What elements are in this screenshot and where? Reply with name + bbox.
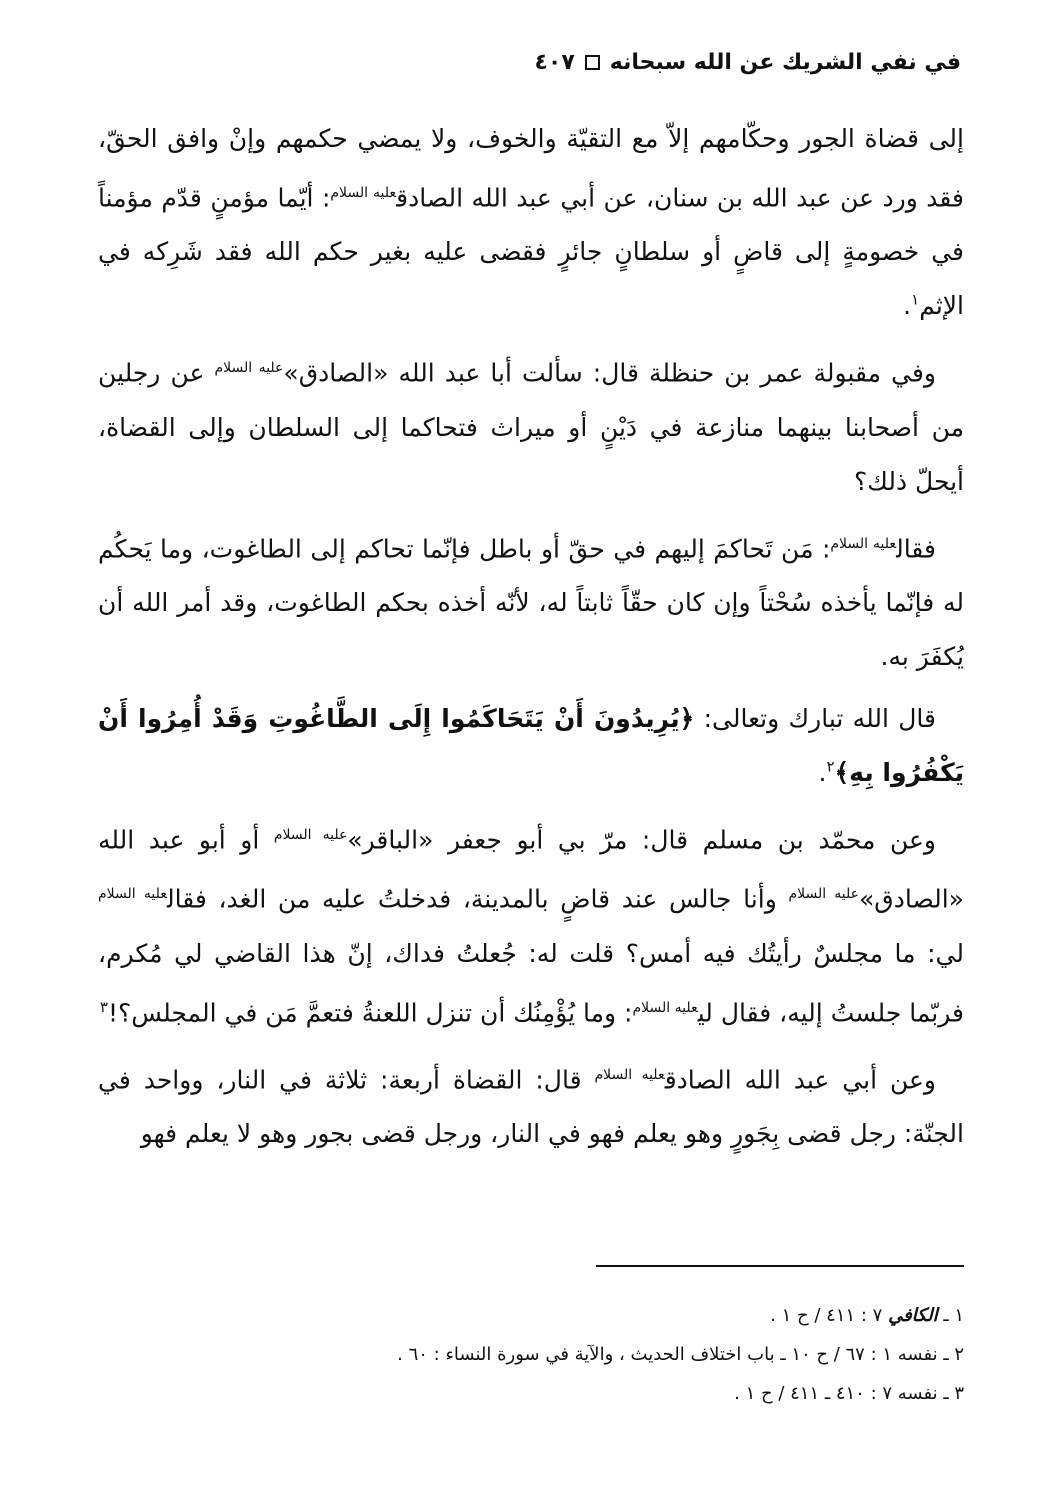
paragraph-text: وأنا جالس عند قاضٍ بالمدينة، فدخلتُ عليه من الغد، فقال — [166, 884, 789, 914]
paragraph-3 — [98, 517, 964, 684]
paragraph-text: : وما يُؤْمِنُك أن تنزل اللعنةُ فتعمَّ مَن في المجلس؟! — [107, 997, 633, 1027]
footnote-text: نفسه ٧ : ٤١٠ ـ ٤١١ / ح ١ . — [734, 1383, 938, 1404]
page-number: ٤٠٧ — [534, 49, 575, 75]
main-text — [98, 112, 964, 1169]
header-separator-box — [585, 55, 600, 70]
paragraph-text: وعن محمّد بن مسلم قال: مرّ بي أبو جعفر «الباقر» — [347, 825, 936, 855]
paragraph-6 — [98, 1048, 964, 1161]
paragraph-text: : أيّما مؤمنٍ قدّم مؤمناً في خصومةٍ إلى قاضٍ أو سلطانٍ جائرٍ فقضى عليه بغير حكم الله فقد شَرِكه في الإثم — [98, 183, 964, 321]
honorific-symbol: عليه السلام — [830, 535, 897, 552]
footnote-number: ٣ ـ — [943, 1383, 964, 1404]
paragraph-text: قال: القضاة أربعة: ثلاثة في النار، وواحد في الجنّة: رجل قضى بِجَورٍ وهو يعلم فهو في النار، ورجل قضى بجور وهو لا يعلم فهو — [98, 1065, 964, 1149]
footnotes — [98, 1296, 964, 1413]
paragraph-text: : مَن تَحاكمَ إليهم في حقّ أو باطل فإنّما تحاكم إلى الطاغوت، وما يَحكُم له فإنّما يأخذه سُحْتاً وإن كان حقّاً ثابتاً له، لأنّه أخذه بحكم الطاغوت، وقد أمر الله أن يُكفَرَ به. — [98, 533, 964, 671]
paragraph-1 — [98, 112, 964, 333]
honorific-symbol: عليه السلام — [273, 826, 348, 843]
paragraph-text: إلى قضاة الجور وحكّامهم إلاّ مع التقيّة والخوف، ولا يمضي حكمهم وإنْ وافق الحقّ، فقد ورد عن عبد الله بن سنان، عن أبي عبد الله الصادق — [98, 124, 964, 213]
honorific-symbol: عليه السلام — [98, 886, 167, 903]
paragraph-text: . — [903, 291, 912, 321]
paragraph-text: وعن أبي عبد الله الصادق — [664, 1065, 936, 1095]
footnote-number: ٢ ـ — [943, 1344, 964, 1365]
footnote-1 — [98, 1296, 964, 1335]
paragraph-text: وفي مقبولة عمر بن حنظلة قال: سألت أبا عبد الله «الصادق» — [283, 358, 936, 388]
paragraph-text: فقال — [896, 533, 936, 563]
running-header — [100, 42, 961, 82]
honorific-symbol: عليه السلام — [632, 999, 698, 1016]
footnote-ref-3[interactable]: ٣ — [99, 997, 108, 1016]
footnote-number: ١ ـ — [943, 1305, 964, 1326]
honorific-symbol: عليه السلام — [788, 886, 859, 903]
quran-verse: ﴿يُرِيدُونَ أَنْ يَتَحَاكَمُوا إِلَى الطَّاغُوتِ وَقَدْ أُمِرُوا أَنْ يَكْفُرُوا بِهِ﴾ — [98, 703, 964, 787]
paragraph-text: لي: ما مجلسٌ رأيتُك فيه أمس؟ قلت له: جُعلتُ فداك، إنّ هذا القاضي لي مُكرم، فربّما جلستُ إليه، فقال لي — [98, 938, 964, 1027]
honorific-symbol: عليه السلام — [330, 185, 397, 201]
paragraph-5 — [98, 808, 964, 1040]
footnote-text: نفسه ١ : ٦٧ / ح ١٠ ـ باب اختلاف الحديث ، والآية في سورة النساء : ٦٠ . — [397, 1344, 938, 1365]
honorific-symbol: عليه السلام — [214, 360, 284, 377]
paragraph-2 — [98, 341, 964, 508]
footnote-2 — [98, 1335, 964, 1374]
footnote-ref-2[interactable]: ٢ — [826, 757, 835, 776]
footnote-text: ٧ : ٤١١ / ح ١ . — [770, 1305, 889, 1326]
paragraph-text: أو أبو عبد الله «الصادق» — [98, 825, 964, 914]
footnote-source: الكافي — [888, 1305, 938, 1326]
paragraph-text: عن رجلين من أصحابنا بينهما منازعة في دَيْنٍ أو ميراث فتحاكما إلى السلطان وإلى القضاة، أيحلّ ذلك؟ — [98, 358, 964, 496]
footnote-3 — [98, 1374, 964, 1413]
paragraph-4 — [98, 692, 964, 800]
honorific-symbol: عليه السلام — [594, 1066, 665, 1083]
header-title: في نفي الشريك عن الله سبحانه — [609, 49, 961, 75]
paragraph-text: . — [818, 757, 827, 787]
footnote-divider — [596, 1265, 964, 1267]
footnote-ref-1[interactable]: ١ — [911, 291, 920, 309]
paragraph-text: قال الله تبارك وتعالى: — [694, 703, 936, 733]
